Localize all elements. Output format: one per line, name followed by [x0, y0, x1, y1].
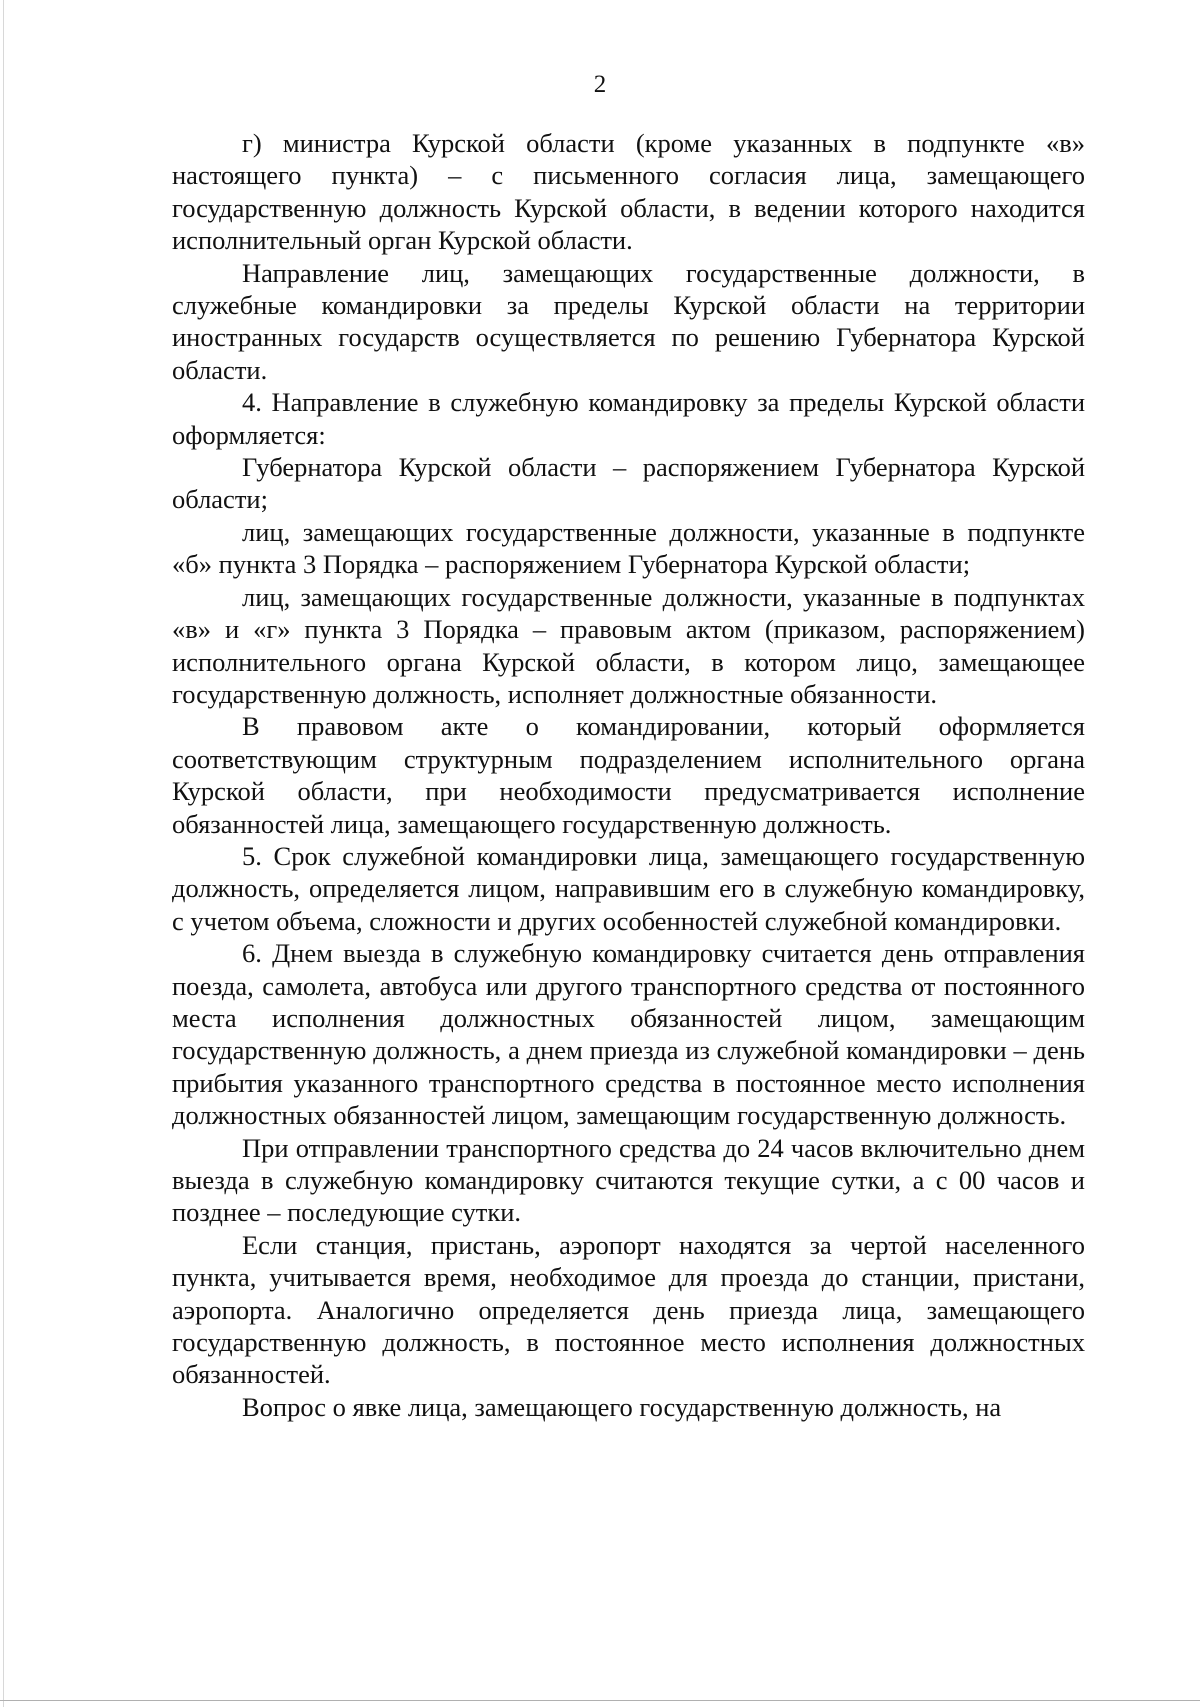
paragraph-6-departure-day: 6. Днем выезда в служебную командировку считается день отправления поезда, самолета, автобуса или другого транспортного средства от постоянного места исполнения должностных обязанностей лицом, замещающим государственную должность, а днем приезда из служебной командировки – день прибытия указанного транспортного средства в постоянное место исполнения должностных обязанностей лицом, замещающим государственную должность. — [172, 938, 1085, 1131]
paragraph-legal-act: В правовом акте о командировании, который оформляется соответствующим структурным подразделением исполнительного органа Курской области, при необходимости предусматривается исполнение обязанностей лица, замещающего государственную должность. — [172, 711, 1085, 839]
paragraph-24-hours: При отправлении транспортного средства до 24 часов включительно днем выезда в служебную командировку считаются текущие сутки, а с 00 часов и позднее – последующие сутки. — [172, 1132, 1085, 1228]
paragraph-5-term: 5. Срок служебной командировки лица, замещающего государственную должность, определяется лицом, направившим его в служебную командировку, с учетом объема, сложности и других особенностей служебной командировки. — [172, 840, 1085, 936]
document-body — [172, 127, 1085, 1423]
page-number: 2 — [593, 71, 607, 98]
paragraph-governor: Губернатора Курской области – распоряжением Губернатора Курской области; — [172, 452, 1085, 515]
paragraph-attendance: Вопрос о явке лица, замещающего государственную должность, на — [242, 1391, 1002, 1422]
paragraph-item-g: г) министра Курской области (кроме указанных в подпункте «в» настоящего пункта) – с письменного согласия лица, замещающего государственную должность Курской области, в ведении которого находится исполнительный орган Курской области. — [172, 128, 1085, 256]
scan-left-edge — [3, 0, 4, 1707]
paragraph-foreign-trips: Направление лиц, замещающих государственные должности, в служебные командировки за пределы Курской области на территории иностранных государств осуществляется по решению Губернатора Курской области. — [172, 257, 1085, 385]
paragraph-subitem-b: лиц, замещающих государственные должности, указанные в подпункте «б» пункта 3 Порядка – распоряжением Губернатора Курской области; — [172, 516, 1085, 580]
paragraph-station-outside: Если станция, пристань, аэропорт находятся за чертой населенного пункта, учитывается время, необходимое для проезда до станции, пристани, аэропорта. Аналогично определяется день приезда лица, замещающего государственную должность, в постоянное место исполнения должностных обязанностей. — [172, 1229, 1085, 1390]
scan-bottom-edge — [0, 1700, 1200, 1701]
paragraph-subitems-v-g: лиц, замещающих государственные должности, указанные в подпунктах «в» и «г» пункта 3 Порядка – правовым актом (приказом, распоряжением) исполнительного органа Курской области, в котором лицо, замещающее государственную должность, исполняет должностные обязанности. — [172, 581, 1085, 709]
paragraph-4-registration: 4. Направление в служебную командировку за пределы Курской области оформляется: — [172, 387, 1085, 450]
